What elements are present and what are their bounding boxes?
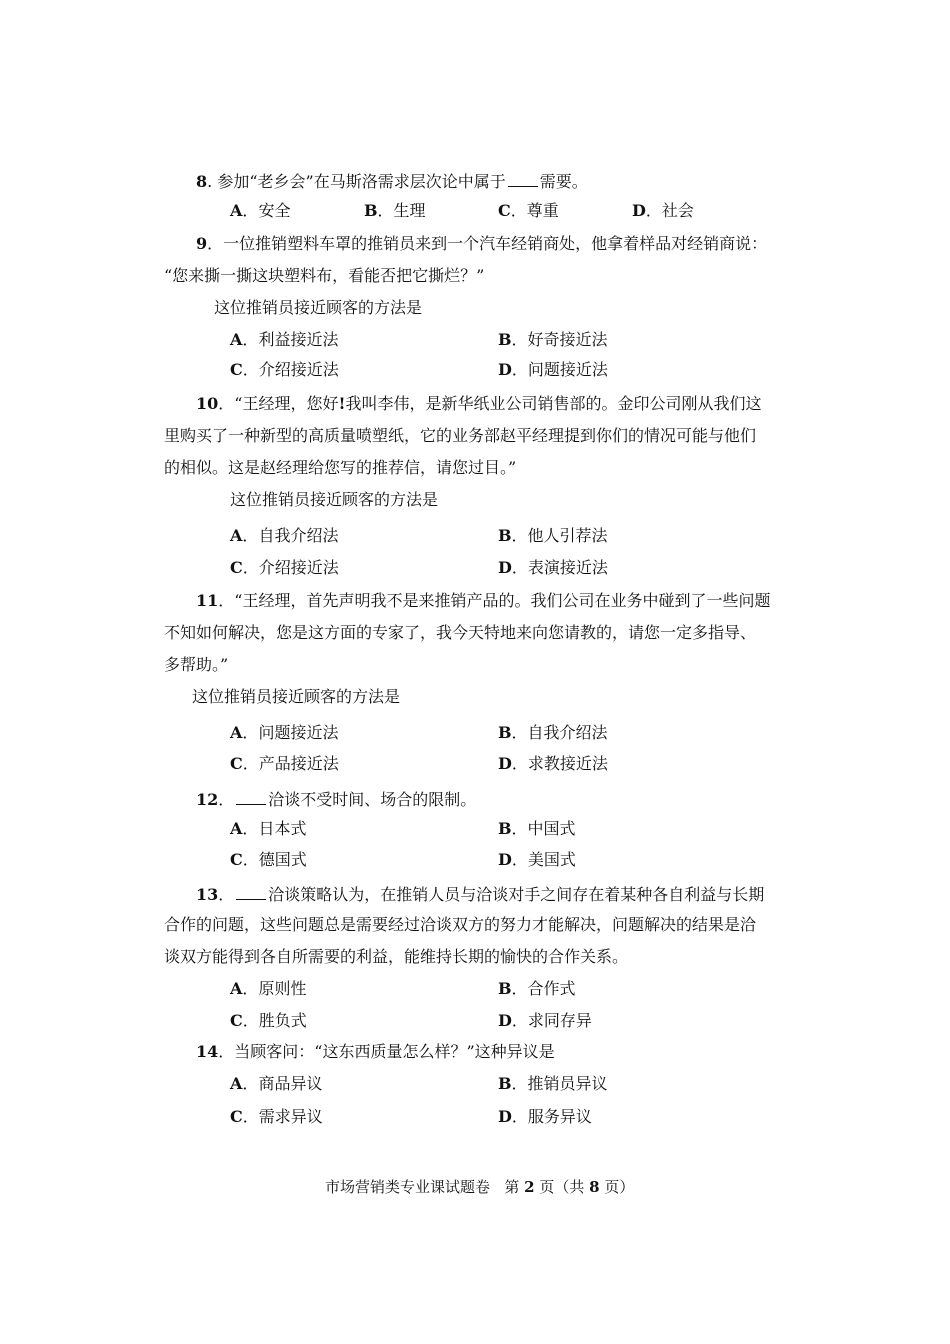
question-10-line: 的相似。这是赵经理给您写的推荐信，请您过目。” <box>164 458 517 477</box>
option-b: B．合作式 <box>498 979 576 998</box>
option-d: D．求教接近法 <box>498 754 608 773</box>
option-c: C．介绍接近法 <box>230 360 339 379</box>
question-number: 10 <box>196 394 219 413</box>
question-number: 9 <box>196 234 208 253</box>
option-d: D．问题接近法 <box>498 360 608 379</box>
option-a: A．原则性 <box>230 979 307 998</box>
page-footer: 市场营销类专业课试题卷 第 2 页（共 8 页） <box>325 1178 635 1196</box>
question-8-stem: 8. 参加“老乡会”在马斯洛需求层次论中属于 需要。 <box>196 172 588 191</box>
answer-blank <box>236 885 266 900</box>
option-b: B．他人引荐法 <box>498 526 608 545</box>
option-b: B．中国式 <box>498 819 576 838</box>
option-c: C．产品接近法 <box>230 754 339 773</box>
option-a: A．安全 <box>230 201 291 220</box>
option-b: B．推销员异议 <box>498 1074 608 1093</box>
option-d: D．表演接近法 <box>498 558 608 577</box>
question-number: 13 <box>196 885 219 904</box>
page-number: 2 <box>524 1178 535 1196</box>
option-c: C．德国式 <box>230 850 307 869</box>
question-9-prompt: 这位推销员接近顾客的方法是 <box>214 298 423 317</box>
question-13-line: 谈双方能得到各自所需要的利益，能维持长期的愉快的合作关系。 <box>164 947 629 966</box>
answer-blank <box>508 172 538 187</box>
question-13-line: 合作的问题，这些问题总是需要经过洽谈双方的努力才能解决，问题解决的结果是洽 <box>164 915 757 934</box>
question-10-prompt: 这位推销员接近顾客的方法是 <box>230 490 439 509</box>
option-c: C．胜负式 <box>230 1011 307 1030</box>
question-11-stem: 11．“王经理，首先声明我不是来推销产品的。我们公司在业务中碰到了一些问题 <box>196 591 771 610</box>
option-b: B．生理 <box>364 201 426 220</box>
option-d: D．服务异议 <box>498 1107 592 1126</box>
question-13-stem: 13． 洽谈策略认为，在推销人员与洽谈对手之间存在着某种各自利益与长期 <box>196 885 765 904</box>
question-10-stem: 10．“王经理，您好!我叫李伟，是新华纸业公司销售部的。金印公司刚从我们这 <box>196 394 762 413</box>
question-12-stem: 12． 洽谈不受时间、场合的限制。 <box>196 790 477 809</box>
option-d: D．求同存异 <box>498 1011 592 1030</box>
option-c: C．介绍接近法 <box>230 558 339 577</box>
option-c: C．需求异议 <box>230 1107 323 1126</box>
option-b: B．自我介绍法 <box>498 723 608 742</box>
question-text: 参加“老乡会”在马斯洛需求层次论中属于 <box>217 172 506 191</box>
option-a: A．利益接近法 <box>230 330 339 349</box>
question-number: 12 <box>196 790 219 809</box>
question-11-line: 不知如何解决，您是这方面的专家了，我今天特地来向您请教的，请您一定多指导、 <box>164 623 757 642</box>
option-a: A．自我介绍法 <box>230 526 339 545</box>
question-14-stem: 14．当顾客问：“这东西质量怎么样？”这种异议是 <box>196 1042 555 1061</box>
question-11-line: 多帮助。” <box>164 655 229 674</box>
option-c: C．尊重 <box>498 201 559 220</box>
option-b: B．好奇接近法 <box>498 330 608 349</box>
answer-blank <box>236 790 266 805</box>
footer-title: 市场营销类专业课试题卷 <box>325 1178 491 1196</box>
option-d: D．美国式 <box>498 850 576 869</box>
question-10-line: 里购买了一种新型的高质量喷塑纸，它的业务部赵平经理提到你们的情况可能与他们 <box>164 426 757 445</box>
option-d: D．社会 <box>632 201 694 220</box>
option-a: A．商品异议 <box>230 1074 323 1093</box>
question-9-line: “您来撕一撕这块塑料布，看能否把它撕烂？” <box>164 266 485 285</box>
question-number: 8 <box>196 172 208 191</box>
question-11-prompt: 这位推销员接近顾客的方法是 <box>192 687 401 706</box>
option-a: A．日本式 <box>230 819 307 838</box>
question-number: 14 <box>196 1042 219 1061</box>
question-text: 需要。 <box>539 172 588 191</box>
page-total: 8 <box>589 1178 600 1196</box>
question-number: 11 <box>196 591 219 610</box>
option-a: A．问题接近法 <box>230 723 339 742</box>
question-9-stem: 9．一位推销塑料车罩的推销员来到一个汽车经销商处，他拿着样品对经销商说： <box>196 234 768 253</box>
